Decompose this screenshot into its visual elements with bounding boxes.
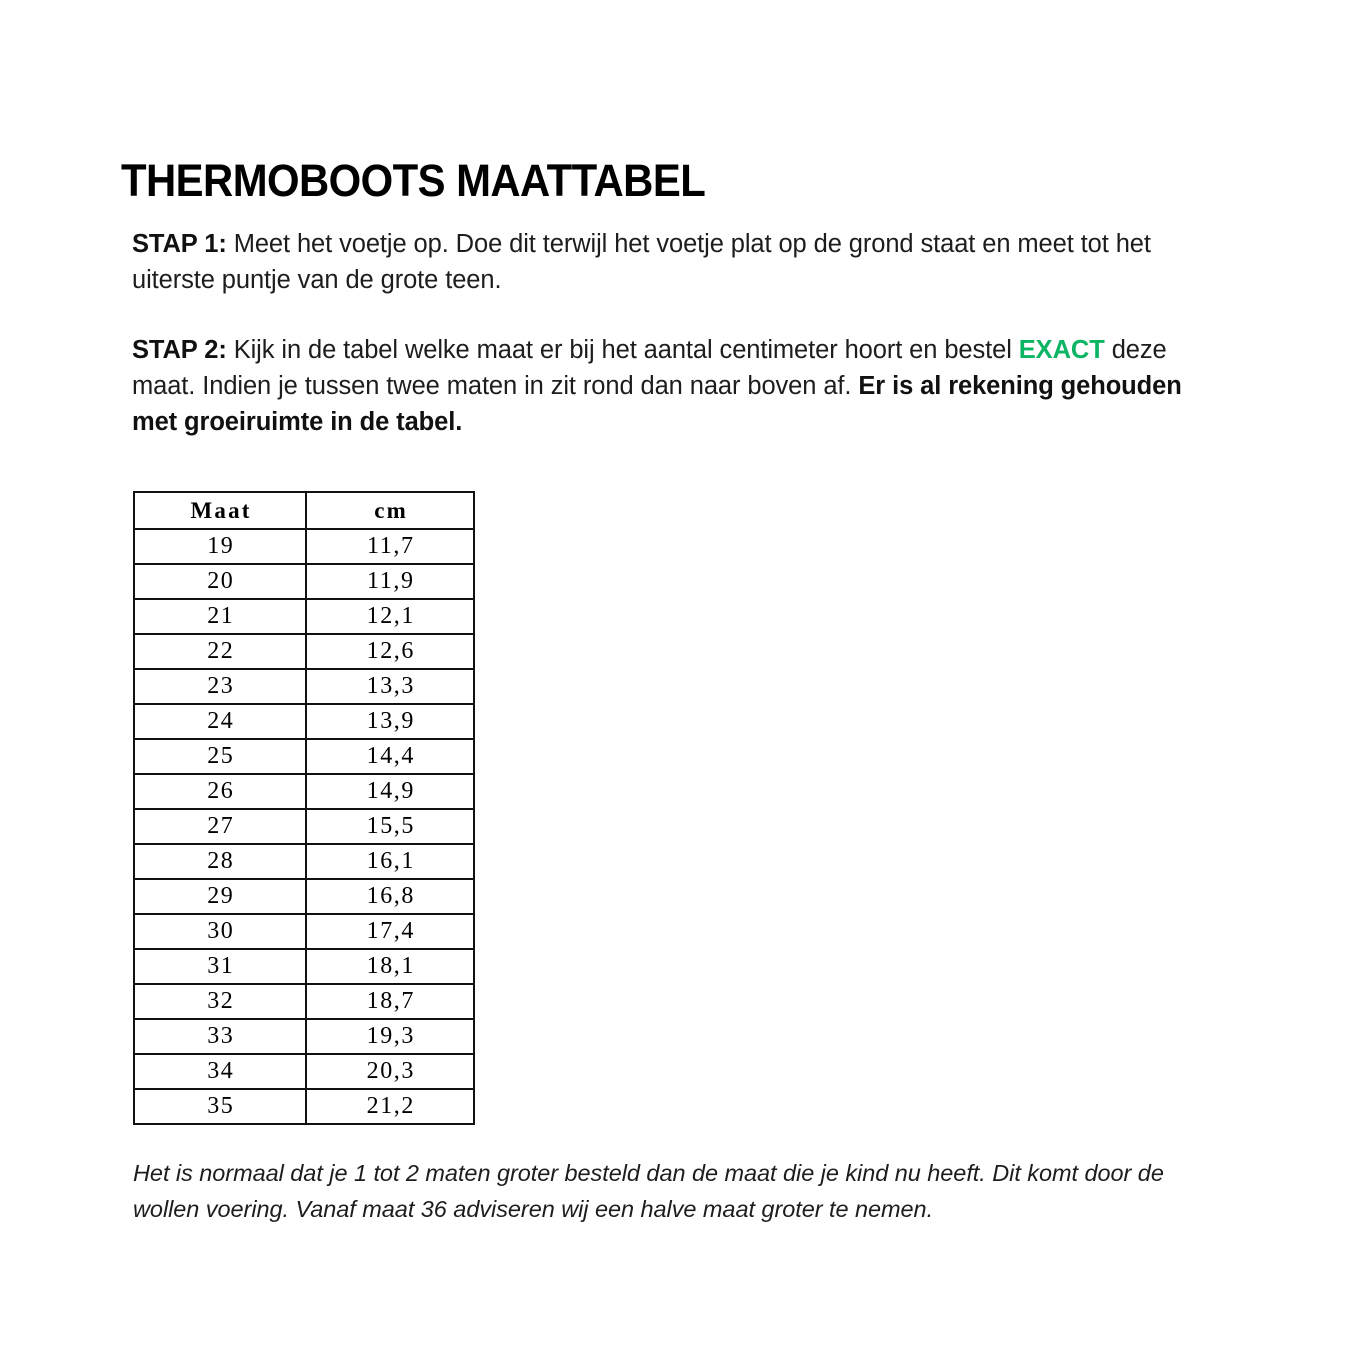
table-row (134, 879, 474, 914)
table-row (134, 984, 474, 1019)
cell-maat: 21 (134, 599, 306, 634)
cell-cm: 16,8 (306, 879, 474, 914)
table-row (134, 1089, 474, 1124)
table-row (134, 704, 474, 739)
step-2-text-bold-tail: Er is al rekening gehouden met groeiruimte in de tabel. (132, 372, 1182, 436)
table-row (134, 599, 474, 634)
instructions-block (132, 226, 1197, 440)
table-row (134, 914, 474, 949)
cell-maat: 28 (134, 844, 306, 879)
cell-cm: 14,4 (306, 739, 474, 774)
table-header-row (134, 492, 474, 529)
cell-cm: 20,3 (306, 1054, 474, 1089)
cell-maat: 31 (134, 949, 306, 984)
cell-cm: 18,7 (306, 984, 474, 1019)
step-1-label: STAP 1: (132, 230, 227, 258)
table-row (134, 634, 474, 669)
table-row (134, 739, 474, 774)
cell-maat: 34 (134, 1054, 306, 1089)
cell-cm: 12,1 (306, 599, 474, 634)
cell-maat: 32 (134, 984, 306, 1019)
cell-cm: 13,9 (306, 704, 474, 739)
table-row (134, 564, 474, 599)
cell-cm: 19,3 (306, 1019, 474, 1054)
step-2-accent-exact: EXACT (1018, 336, 1105, 364)
instruction-step-1 (132, 226, 1197, 298)
step-2-text-mid: deze maat. Indien je tussen twee maten in zit rond dan naar boven af. (132, 336, 1167, 400)
column-header-maat: Maat (134, 492, 306, 529)
cell-maat: 19 (134, 529, 306, 564)
cell-cm: 16,1 (306, 844, 474, 879)
cell-cm: 11,7 (306, 529, 474, 564)
cell-cm: 14,9 (306, 774, 474, 809)
cell-maat: 24 (134, 704, 306, 739)
cell-maat: 25 (134, 739, 306, 774)
table-row (134, 1054, 474, 1089)
table-row (134, 844, 474, 879)
cell-maat: 20 (134, 564, 306, 599)
table-row (134, 774, 474, 809)
cell-cm: 12,6 (306, 634, 474, 669)
cell-maat: 29 (134, 879, 306, 914)
cell-cm: 17,4 (306, 914, 474, 949)
cell-cm: 13,3 (306, 669, 474, 704)
cell-maat: 33 (134, 1019, 306, 1054)
size-table-body (134, 529, 474, 1124)
step-2-text-lead: Kijk in de tabel welke maat er bij het aantal centimeter hoort en bestel (226, 336, 1019, 364)
step-2-label: STAP 2: (132, 336, 227, 364)
size-table (133, 491, 475, 1125)
step-1-text: Meet het voetje op. Doe dit terwijl het voetje plat op de grond staat en meet tot het uiterste puntje van de grote teen. (132, 230, 1151, 294)
cell-cm: 18,1 (306, 949, 474, 984)
cell-maat: 27 (134, 809, 306, 844)
size-table-head (134, 492, 474, 529)
cell-cm: 15,5 (306, 809, 474, 844)
table-row (134, 669, 474, 704)
column-header-cm: cm (306, 492, 474, 529)
cell-maat: 30 (134, 914, 306, 949)
cell-maat: 35 (134, 1089, 306, 1124)
cell-maat: 26 (134, 774, 306, 809)
footnote-text: Het is normaal dat je 1 tot 2 maten groter besteld dan de maat die je kind nu heeft. Dit komt door de wollen voering. Vanaf maat 36 adviseren wij een halve maat groter te nemen. (133, 1160, 1164, 1222)
table-row (134, 949, 474, 984)
table-row (134, 1019, 474, 1054)
page-title: THERMOBOOTS MAATTABEL (121, 155, 706, 207)
cell-cm: 21,2 (306, 1089, 474, 1124)
cell-maat: 22 (134, 634, 306, 669)
cell-maat: 23 (134, 669, 306, 704)
size-table-container (133, 491, 475, 1125)
table-row (134, 809, 474, 844)
table-row (134, 529, 474, 564)
cell-cm: 11,9 (306, 564, 474, 599)
instruction-step-2 (132, 332, 1197, 440)
